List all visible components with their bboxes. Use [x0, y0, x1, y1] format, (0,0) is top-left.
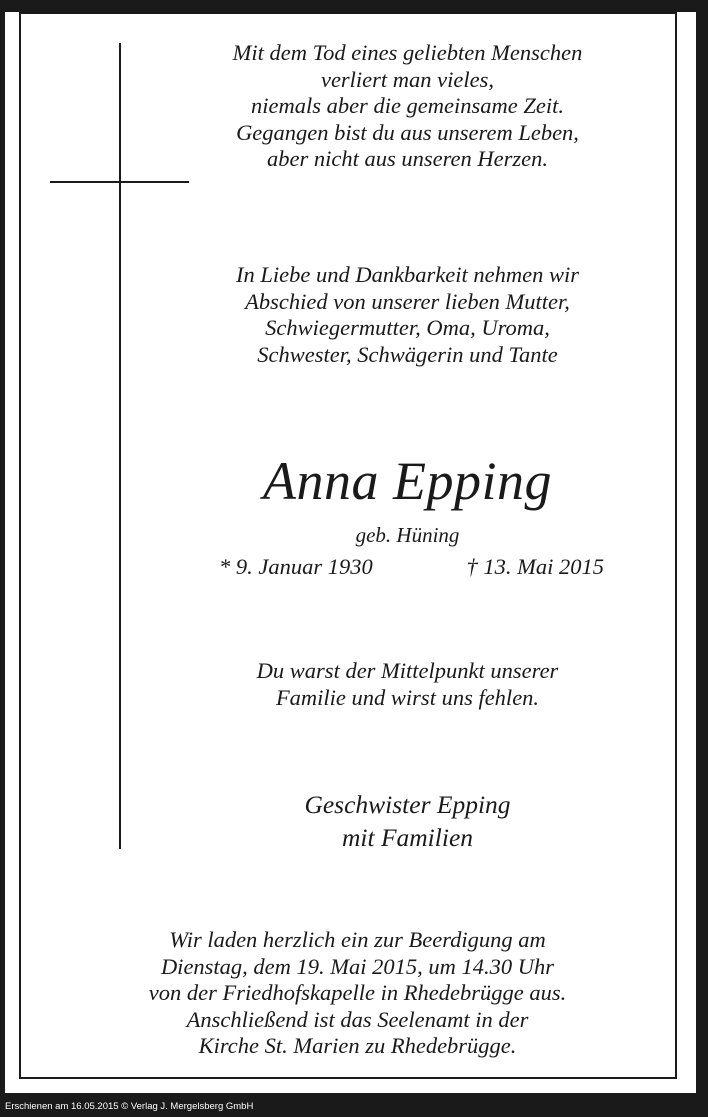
- verse-line: verliert man vieles,: [320, 66, 495, 92]
- farewell-line: Schwiegermutter, Oma, Uroma,: [265, 315, 550, 340]
- closing-line: Du warst der Mittelpunkt unserer: [256, 658, 559, 683]
- farewell-line: Schwester, Schwägerin und Tante: [257, 341, 558, 367]
- funeral-notice: [60, 927, 655, 1060]
- publication-footer: Erschienen am 16.05.2015 © Verlag J. Mergelsberg GmbH: [5, 1101, 254, 1112]
- cross-icon: [119, 43, 121, 849]
- birth-date: * 9. Januar 1930: [219, 554, 373, 579]
- farewell-line: In Liebe und Dankbarkeit nehmen wir: [235, 262, 580, 287]
- death-date: † 13. Mai 2015: [466, 554, 604, 579]
- mourners-line: Geschwister Epping: [304, 790, 511, 819]
- verse-line: aber nicht aus unseren Herzen.: [267, 146, 548, 171]
- mourners-line: mit Familien: [341, 823, 474, 852]
- opening-verse: [200, 40, 615, 173]
- deceased-name-text: Anna Epping: [263, 451, 552, 511]
- verse-line: Mit dem Tod eines geliebten Menschen: [232, 40, 583, 65]
- verse-line: niemals aber die gemeinsame Zeit.: [250, 93, 565, 118]
- deceased-name: [200, 451, 615, 511]
- birth-name: [200, 522, 615, 548]
- farewell-line: Abschied von unserer lieben Mutter,: [245, 288, 570, 314]
- funeral-line: von der Friedhofskapelle in Rhedebrügge aus.: [148, 980, 567, 1005]
- cross-icon-crossbar: [50, 181, 189, 183]
- funeral-line: Anschließend ist das Seelenamt in der: [186, 1006, 529, 1032]
- obituary-page: [5, 12, 696, 1093]
- farewell-text: [200, 262, 615, 368]
- funeral-line: Wir laden herzlich ein zur Beerdigung am: [169, 927, 546, 952]
- closing-words: [200, 658, 615, 711]
- funeral-line: Dienstag, dem 19. Mai 2015, um 14.30 Uhr: [160, 953, 555, 979]
- verse-line: Gegangen bist du aus unserem Leben,: [236, 119, 579, 145]
- birth-name-text: geb. Hüning: [355, 523, 460, 547]
- mourners-signature: [200, 788, 615, 854]
- closing-line: Familie und wirst uns fehlen.: [275, 684, 540, 710]
- funeral-line: Kirche St. Marien zu Rhedebrügge.: [198, 1033, 517, 1058]
